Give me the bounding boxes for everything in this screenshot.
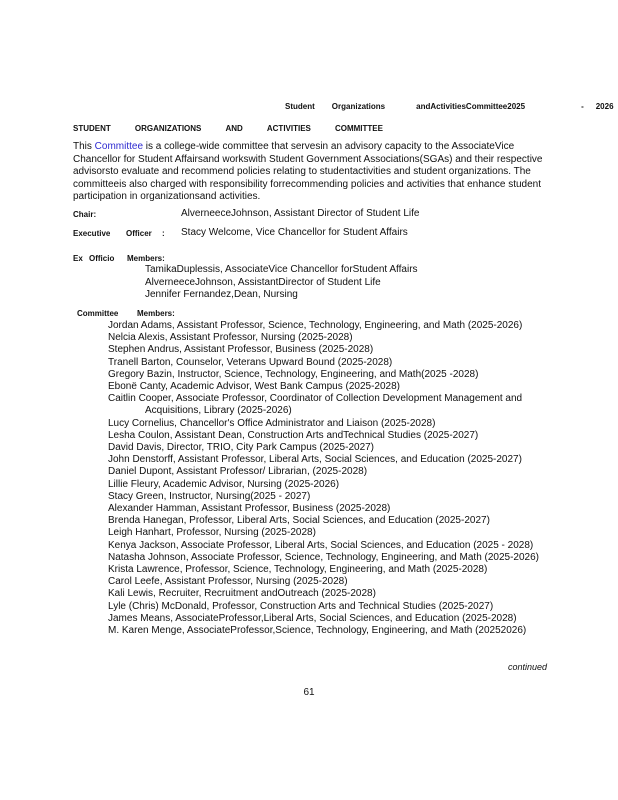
member-item: John Denstorff, Assistant Professor, Liberal Arts, Social Sciences, and Education (2025-2027) xyxy=(108,454,522,466)
running-header xyxy=(285,102,614,111)
member-item: Acquisitions, Library (2025-2026) xyxy=(145,405,292,417)
page-number: 61 xyxy=(303,687,315,698)
intro-line: is a college-wide committee that servesin an advisory capacity to the AssociateVice xyxy=(143,141,515,152)
ex-officio-list xyxy=(145,264,418,302)
member-item: Daniel Dupont, Assistant Professor/ Librarian, (2025-2028) xyxy=(108,466,368,478)
header-part: 2026 xyxy=(595,102,614,111)
section-title xyxy=(73,124,383,133)
member-item: James Means, AssociateProfessor,Liberal Arts, Social Sciences, and Education (2025-2028) xyxy=(108,612,517,624)
member-item: Brenda Hanegan, Professor, Liberal Arts, Social Sciences, and Education (2025-2027) xyxy=(108,515,490,527)
ex-officio-label-part: Officio xyxy=(89,254,115,263)
member-item: Tranell Barton, Counselor, Veterans Upward Bound (2025-2028) xyxy=(108,356,393,368)
section-title-part: ORGANIZATIONS xyxy=(134,124,202,133)
committee-link[interactable]: Committee xyxy=(94,141,144,152)
member-item: Gregory Bazin, Instructor, Science, Technology, Engineering, and Math(2025 -2028) xyxy=(108,368,479,380)
header-part: Student xyxy=(285,102,315,111)
committee-members-label-part: Committee xyxy=(77,309,119,318)
executive-officer-label-part: Executive xyxy=(73,229,111,238)
section-title-part: AND xyxy=(225,124,243,133)
member-item: Stacy Green, Instructor, Nursing(2025 - 2027) xyxy=(108,490,311,502)
member-item: Lillie Fleury, Academic Advisor, Nursing (2025-2026) xyxy=(108,478,340,490)
executive-officer-label-part: Officer xyxy=(126,229,152,238)
member-item: Natasha Johnson, Associate Professor, Science, Technology, Engineering, and Math (2025-2026) xyxy=(108,551,540,563)
member-item: Stephen Andrus, Assistant Professor, Business (2025-2028) xyxy=(108,344,374,356)
member-item: Krista Lawrence, Professor, Science, Technology, Engineering, and Math (2025-2028) xyxy=(108,564,488,576)
list-item: Jennifer Fernandez,Dean, Nursing xyxy=(145,289,298,301)
executive-officer-value: Stacy Welcome, Vice Chancellor for Student Affairs xyxy=(181,227,408,238)
continued-note: continued xyxy=(508,662,548,672)
header-part: andActivitiesCommittee2025 xyxy=(416,102,526,111)
member-item: Lesha Coulon, Assistant Dean, Construction Arts andTechnical Studies (2025-2027) xyxy=(108,429,479,441)
member-item: Carol Leefe, Assistant Professor, Nursing (2025-2028) xyxy=(108,576,348,588)
chair-label: Chair: xyxy=(73,210,97,219)
member-item: Alexander Hamman, Assistant Professor, Business (2025-2028) xyxy=(108,503,391,515)
section-title-part: COMMITTEE xyxy=(334,124,383,133)
intro-lead: This xyxy=(73,141,95,152)
list-item: TamikaDuplessis, AssociateVice Chancellor forStudent Affairs xyxy=(145,264,418,275)
intro-line: advisorsto evaluate and recommend policies relating to studentactivities and student organizations. The xyxy=(73,166,531,177)
member-item: Caitlin Cooper, Associate Professor, Coordinator of Collection Development Management and xyxy=(108,393,523,405)
member-item: Nelcia Alexis, Assistant Professor, Nursing (2025-2028) xyxy=(108,332,353,344)
header-part: - xyxy=(581,102,584,111)
ex-officio-label-part: Ex xyxy=(73,254,83,263)
member-item: David Davis, Director, TRIO, City Park Campus (2025-2027) xyxy=(108,442,375,454)
chair-value: AlverneeceJohnson, Assistant Director of Student Life xyxy=(181,208,420,219)
member-item: Ebonë Canty, Academic Advisor, West Bank Campus (2025-2028) xyxy=(108,381,401,393)
ex-officio-label-part: Members: xyxy=(127,254,165,263)
executive-officer-label-part: : xyxy=(162,229,165,238)
section-title-part: STUDENT xyxy=(73,124,111,133)
committee-members-list xyxy=(108,320,578,637)
member-item: Kenya Jackson, Associate Professor, Liberal Arts, Social Sciences, and Education (2025 - 2028) xyxy=(108,539,534,551)
member-item: Lyle (Chris) McDonald, Professor, Construction Arts and Technical Studies (2025-2027) xyxy=(108,600,494,612)
intro-line: committeeis also charged with responsibility forrecommending policies and activities that enhance student xyxy=(73,178,542,190)
intro-line: participation in organizationsand activities. xyxy=(73,191,261,202)
header-part: Organizations xyxy=(331,102,386,111)
intro-paragraph xyxy=(73,141,585,204)
member-item: Kali Lewis, Recruiter, Recruitment andOutreach (2025-2028) xyxy=(108,588,376,600)
list-item: AlverneeceJohnson, AssistantDirector of Student Life xyxy=(145,276,381,288)
member-item: Jordan Adams, Assistant Professor, Science, Technology, Engineering, and Math (2025-2026) xyxy=(108,320,523,331)
member-item: M. Karen Menge, AssociateProfessor,Science, Technology, Engineering, and Math (20252026) xyxy=(108,625,527,637)
section-title-part: ACTIVITIES xyxy=(266,124,311,133)
intro-line: Chancellor for Student Affairsand workswith Student Government Associations(SGAs) and their respective xyxy=(73,153,543,165)
committee-members-label-part: Members: xyxy=(137,309,175,318)
member-item: Leigh Hanhart, Professor, Nursing (2025-2028) xyxy=(108,527,316,539)
member-item: Lucy Cornelius, Chancellor's Office Administrator and Liaison (2025-2028) xyxy=(108,417,436,429)
